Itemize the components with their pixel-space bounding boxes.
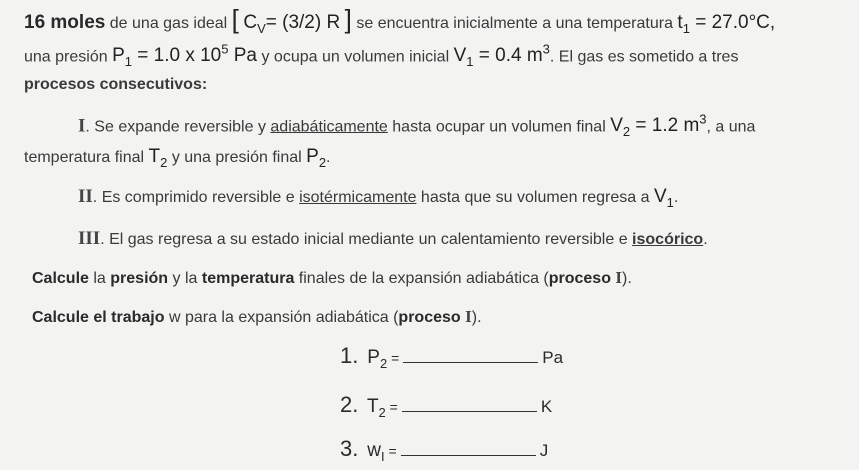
v2-expression: $V_2 = 1.2$ $m^3$ (610, 112, 707, 140)
answer-row-w: 3. $w_I = J$ (340, 436, 549, 464)
intro-line-3: procesos consecutivos: (24, 76, 208, 93)
moles-text: 16 moles (24, 12, 106, 33)
process-3-line: III. El gas regresa a su estado inicial mediante un calentamiento reversible e isocórico. (78, 228, 708, 249)
process-1-numeral: I (78, 115, 86, 137)
answer-row-p2: 1. $P_2 = Pa$ (340, 343, 564, 371)
answer-blank-p2[interactable] (403, 348, 538, 363)
intro-text-4: y ocupa un volumen inicial (261, 48, 454, 66)
intro-text-5: . El gas es sometido a tres (549, 48, 739, 66)
intro-text-2: se encuentra inicialmente a una temperatura (356, 15, 678, 32)
t2-expression: $T_2$ (148, 146, 168, 170)
t1-expression: $t_1 = 27.0^\circ C$, (677, 12, 776, 36)
process-2-numeral: II (78, 186, 93, 207)
intro-text-3: una presión (24, 48, 113, 66)
question-1: Calcule la presión y la temperatura finales de la expansión adiabática (proceso I). (32, 268, 632, 287)
adiabatic-keyword: adiabáticamente (270, 118, 388, 136)
process-1-line-2: temperatura final $T_2$ y una presión final $P_2$. (24, 146, 331, 170)
isothermal-keyword: isotérmicamente (299, 189, 417, 206)
v1-return: $V_1$ (653, 186, 674, 210)
intro-text: de una gas ideal (105, 15, 232, 32)
question-2: Calcule el trabajo w para la expansión adiabática (proceso I). (32, 307, 482, 326)
process-1-line-1: I. Se expande reversible y adiabáticamente hasta ocupar un volumen final $V_2 = 1.2$ $m^3$, a una (78, 112, 756, 140)
process-3-numeral: III (78, 228, 101, 249)
bracket-close: ] (344, 4, 352, 34)
v1-expression: $V_1 = 0.4$ $m^3$ (453, 42, 550, 70)
process-2-line: II. Es comprimido reversible e isotérmicamente hasta que su volumen regresa a $V_1$. (78, 186, 679, 210)
cv-expression: $C_V= (3/2)$ R (243, 12, 341, 36)
answer-row-t2: 2. $T_2 = K$ (340, 392, 553, 420)
answer-blank-w[interactable] (401, 441, 536, 456)
p2-expression: $P_2$ (306, 146, 327, 170)
bracket-open: [ (231, 4, 239, 34)
isochoric-keyword: isocórico (632, 231, 704, 248)
intro-line-2 (24, 42, 738, 69)
p1-expression: $P_1 = 1.0$ x $10^5$ Pa (112, 42, 258, 70)
answer-blank-t2[interactable] (402, 397, 537, 412)
intro-line-1 (24, 4, 775, 36)
